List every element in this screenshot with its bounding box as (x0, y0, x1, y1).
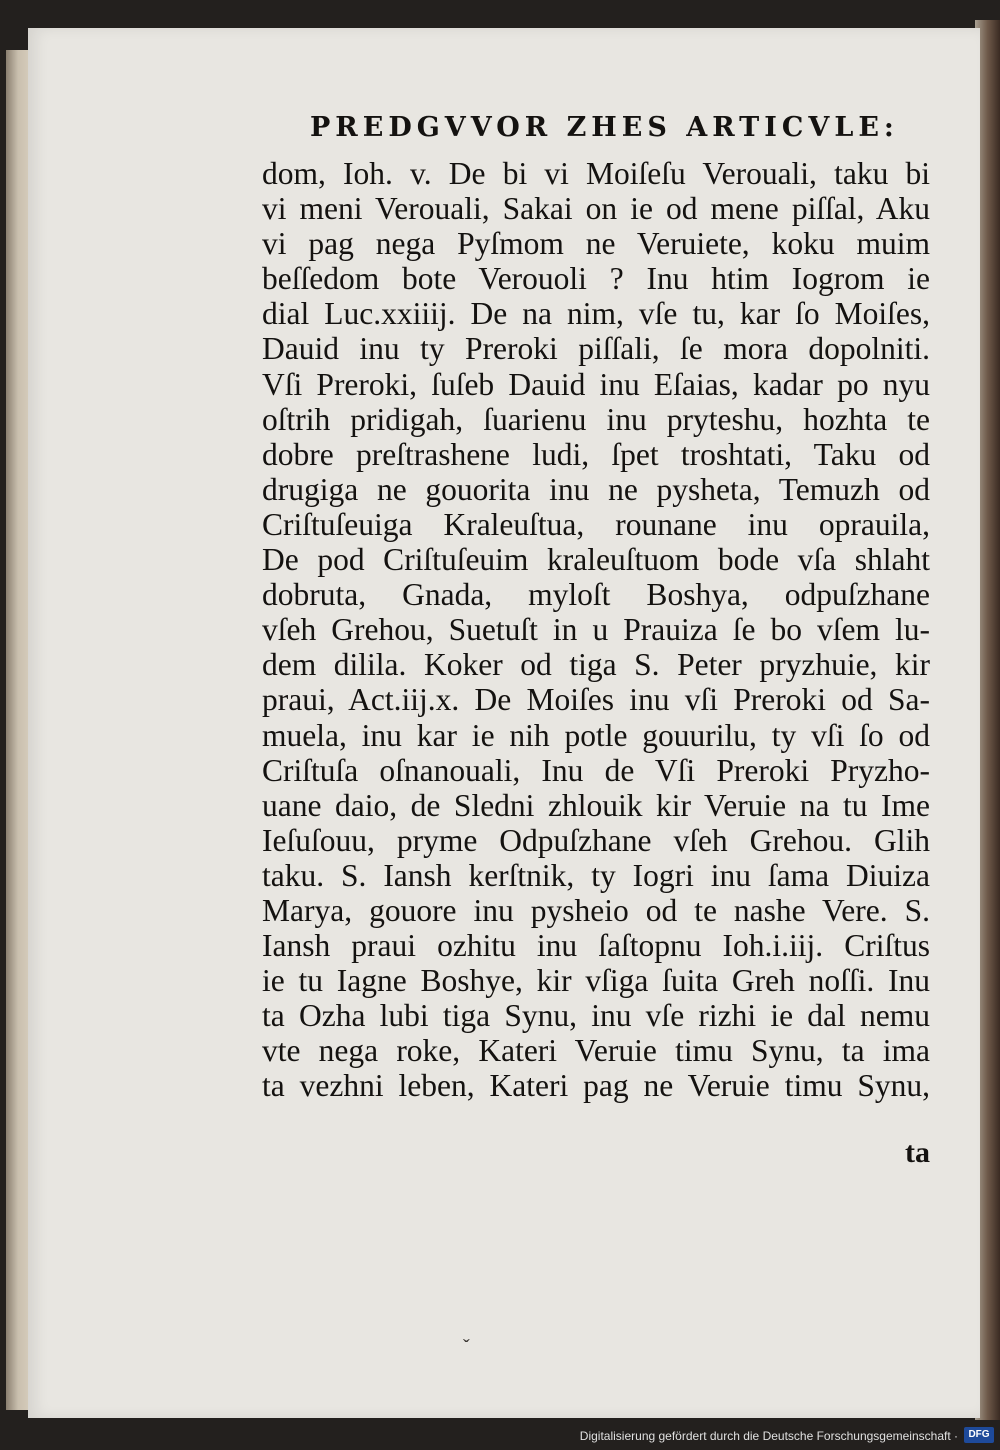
text-line: ta Ozha lubi tiga Synu, inu vſe rizhi ie dal nemu (262, 998, 930, 1034)
text-line: Ieſuſouu, pryme Odpuſzhane vſeh Grehou. Glih (262, 822, 930, 858)
text-line: beſſedom bote Verouoli ? Inu htim Iogrom ie (262, 261, 930, 297)
text-line: Iansh praui ozhitu inu ſaſtopnu Ioh.i.iij. Criſtus (262, 928, 930, 964)
text-line: dial Luc.xxiiij. De na nim, vſe tu, kar ſo Moiſes, (262, 296, 930, 332)
text-line: vſeh Grehou, Suetuſt in u Prauiza ſe bo vſem lu- (262, 612, 930, 648)
digitization-credit: Digitalisierung gefördert durch die Deutsche Forschungsgemeinschaft · (579, 1429, 958, 1443)
text-line: dom, Ioh. v. De bi vi Moiſeſu Verouali, taku bi (262, 156, 930, 191)
text-line: Vſi Preroki, ſuſeb Dauid inu Eſaias, kadar po nyu (262, 366, 930, 402)
page-mark: ˇ (463, 1336, 470, 1358)
text-line: Dauid inu ty Preroki piſſali, ſe mora dopolniti. (262, 331, 930, 367)
text-line: oſtrih pridigah, ſuarienu inu pryteshu, hozhta te (262, 401, 930, 437)
text-line: De pod Criſtuſeuim kraleuſtuom bode vſa shlaht (262, 542, 930, 578)
body-text (262, 156, 930, 1104)
dfg-logo-icon: DFG (964, 1427, 994, 1443)
text-line: praui, Act.iij.x. De Moiſes inu vſi Preroki od Sa- (262, 682, 930, 718)
text-line: drugiga ne gouorita inu ne pysheta, Temuzh od (262, 471, 930, 507)
text-line: muela, inu kar ie nih potle gouurilu, ty vſi ſo od (262, 717, 930, 753)
text-line: vte nega roke, Kateri Veruie timu Synu, ta ima (262, 1033, 930, 1069)
text-line: Criſtuſa oſnanouali, Inu de Vſi Preroki Pryzho- (262, 752, 930, 788)
text-line: ta vezhni leben, Kateri pag ne Veruie timu Synu, (262, 1068, 930, 1104)
catchword: ta (905, 1136, 930, 1169)
text-line: dobre preſtrashene ludi, ſpet troshtati, Taku od (262, 436, 930, 472)
text-line: Criſtuſeuiga Kraleuſtua, rounane inu oprauila, (262, 506, 930, 542)
text-line: dem dilila. Koker od tiga S. Peter pryzhuie, kir (262, 647, 930, 683)
text-line: vi pag nega Pyſmom ne Veruiete, koku muim (262, 226, 930, 262)
text-line: vi meni Verouali, Sakai on ie od mene piſſal, Aku (262, 191, 930, 227)
text-line: Marya, gouore inu pysheio od te nashe Vere. S. (262, 892, 930, 928)
text-line: taku. S. Iansh kerſtnik, ty Iogri inu ſama Diuiza (262, 857, 930, 893)
text-line: uane daio, de Sledni zhlouik kir Veruie na tu Ime (262, 787, 930, 823)
text-line: ie tu Iagne Boshye, kir vſiga ſuita Greh noſſi. Inu (262, 963, 930, 999)
text-line: dobruta, Gnada, myloſt Boshya, odpuſzhane (262, 577, 930, 613)
running-head: PREDGVVOR ZHES ARTICVLE: (310, 112, 899, 143)
